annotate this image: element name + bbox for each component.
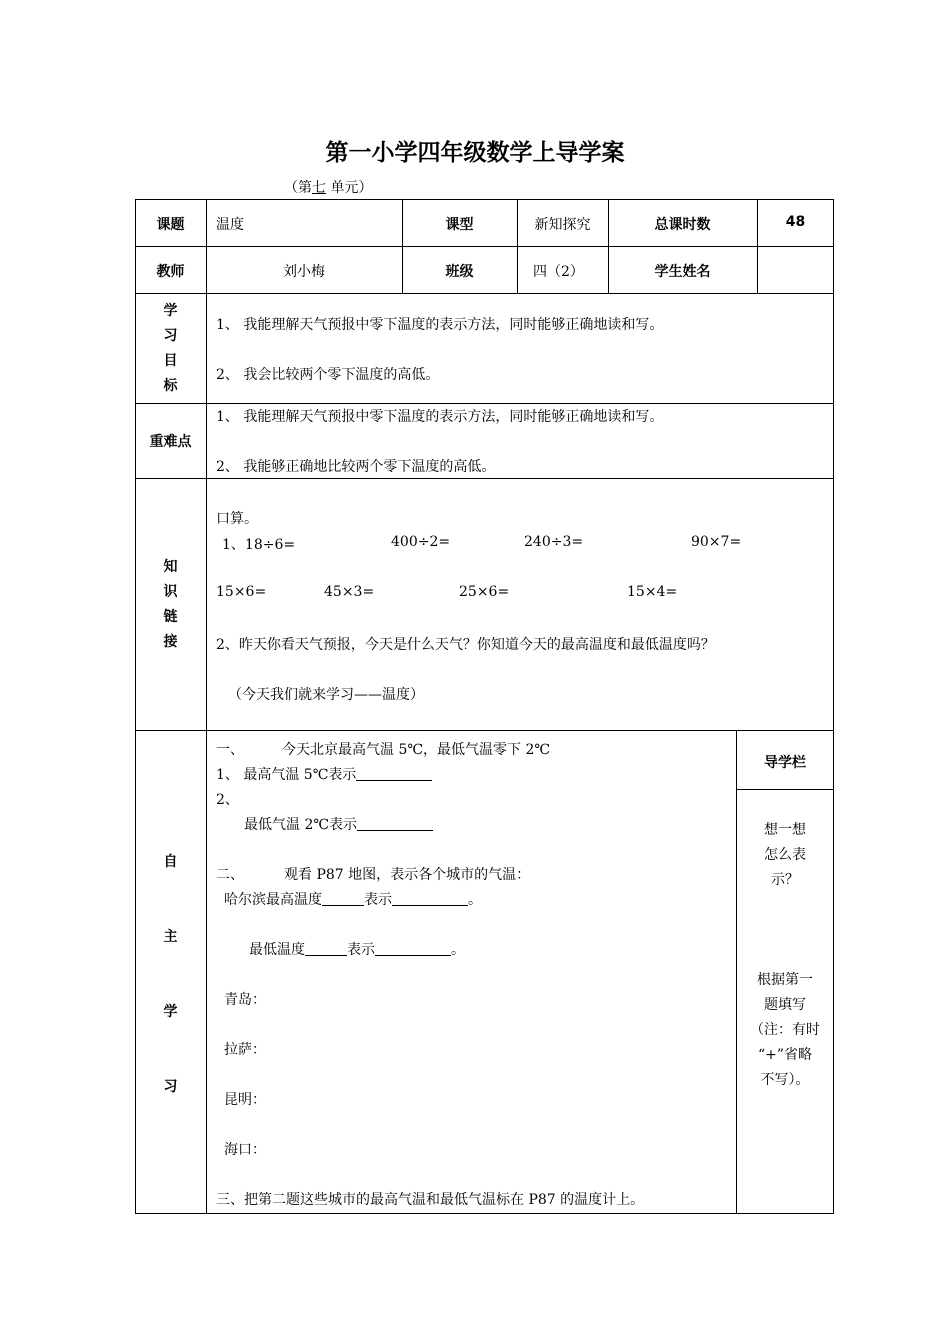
- teacher-value: 刘小梅: [283, 264, 325, 280]
- weather-question: 2、昨天你看天气预报，今天是什么天气？你知道今天的最高温度和最低温度吗？: [216, 637, 715, 653]
- oral-calc-item: 240÷3=: [524, 534, 584, 550]
- knowledge-label-char: 识: [163, 584, 178, 600]
- guide-tip-think: [736, 818, 834, 893]
- class-value: 四（2）: [533, 264, 584, 280]
- answer-blank[interactable]: [305, 941, 347, 956]
- total-lessons-value: 48: [785, 214, 806, 230]
- harbin-high-means: 表示: [364, 892, 392, 908]
- oral-calc-title: 口算。: [216, 511, 258, 527]
- self-study-label: [135, 850, 206, 1100]
- city-lhasa: 拉萨：: [224, 1042, 266, 1058]
- oral-calc-item: 90×7=: [691, 534, 742, 550]
- oral-calc-item: 1、18÷6=: [222, 537, 296, 553]
- oral-calc-item: 15×4=: [627, 584, 678, 600]
- section-one-number: 一、: [216, 742, 244, 758]
- section-two-number: 二、: [216, 867, 244, 883]
- guide-tip-line: 题填写: [764, 997, 806, 1013]
- question-two-number: 2、: [216, 792, 239, 808]
- knowledge-label-char: 接: [163, 634, 178, 650]
- topic-label: 课题: [156, 217, 185, 233]
- oral-calc-item: 15×6=: [216, 584, 267, 600]
- guide-column-header: 导学栏: [764, 755, 806, 771]
- goals-label-char: 目: [163, 353, 178, 369]
- city-haikou: 海口：: [224, 1142, 266, 1158]
- harbin-high-text: 哈尔滨最高温度: [224, 892, 322, 908]
- harbin-high-end: 。: [468, 892, 482, 908]
- question-high-temp-text: 1、 最高气温 5℃表示: [216, 767, 357, 783]
- goals-label-char: 标: [163, 378, 178, 394]
- knowledge-label-char: 知: [163, 559, 178, 575]
- question-low-temp: [244, 814, 433, 834]
- type-value: 新知探究: [534, 217, 591, 233]
- oral-calc-item: 25×6=: [459, 584, 510, 600]
- total-lessons-label: 总课时数: [654, 217, 711, 233]
- guide-tip-line: 想一想: [764, 822, 806, 838]
- answer-blank[interactable]: [375, 941, 451, 956]
- self-study-label-char: 主: [163, 929, 178, 945]
- goals-label: [135, 299, 206, 399]
- answer-blank[interactable]: [392, 891, 468, 906]
- type-label: 课型: [445, 217, 474, 233]
- harbin-high-row: [224, 889, 482, 909]
- guide-tip-fill: [736, 968, 834, 1093]
- guide-tip-line: “+”省略: [757, 1047, 813, 1063]
- unit-number: 七: [312, 180, 326, 196]
- key-points-label: 重难点: [149, 434, 192, 450]
- harbin-low-row: [249, 939, 465, 959]
- guide-tip-line: （注：有时: [750, 1022, 820, 1038]
- self-study-label-char: 学: [163, 1004, 178, 1020]
- unit-prefix: （第: [284, 180, 312, 196]
- unit-label: [284, 177, 372, 197]
- oral-calc-item: 400÷2=: [391, 534, 451, 550]
- goal-item: 2、 我会比较两个零下温度的高低。: [216, 367, 440, 383]
- question-low-temp-text: 最低气温 2℃表示: [244, 817, 358, 833]
- teacher-label: 教师: [156, 264, 185, 280]
- unit-suffix: 单元）: [326, 180, 373, 196]
- answer-blank[interactable]: [357, 816, 433, 831]
- answer-blank[interactable]: [322, 891, 364, 906]
- goals-label-char: 学: [163, 303, 178, 319]
- guide-tip-line: 怎么表: [764, 847, 806, 863]
- goals-label-char: 习: [163, 328, 178, 344]
- city-kunming: 昆明：: [224, 1092, 266, 1108]
- key-point-item: 2、 我能够正确地比较两个零下温度的高低。: [216, 459, 496, 475]
- self-study-label-char: 自: [163, 854, 178, 870]
- knowledge-label: [135, 555, 206, 655]
- harbin-low-means: 表示: [347, 942, 375, 958]
- city-qingdao: 青岛：: [224, 992, 266, 1008]
- guide-tip-line: 不写）。: [760, 1072, 810, 1088]
- self-study-label-char: 习: [163, 1079, 178, 1095]
- section-three-text: 三、把第二题这些城市的最高气温和最低气温标在 P87 的温度计上。: [216, 1192, 645, 1208]
- harbin-low-text: 最低温度: [249, 942, 305, 958]
- class-label: 班级: [445, 264, 474, 280]
- guide-tip-line: 示？: [771, 872, 799, 888]
- knowledge-label-char: 链: [163, 609, 178, 625]
- lesson-intro-note: （今天我们就来学习——温度）: [228, 687, 424, 703]
- student-name-label: 学生姓名: [654, 264, 711, 280]
- page-title: 第一小学四年级数学上导学案: [325, 140, 625, 166]
- answer-blank[interactable]: [356, 766, 432, 781]
- goal-item: 1、 我能理解天气预报中零下温度的表示方法，同时能够正确地读和写。: [216, 317, 664, 333]
- topic-value: 温度: [216, 217, 244, 233]
- section-one-text: 今天北京最高气温 5℃，最低气温零下 2℃: [282, 742, 551, 758]
- oral-calc-item: 45×3=: [324, 584, 375, 600]
- harbin-low-end: 。: [451, 942, 465, 958]
- section-two-text: 观看 P87 地图，表示各个城市的气温：: [284, 867, 531, 883]
- lesson-table: [135, 199, 834, 1214]
- key-point-item: 1、 我能理解天气预报中零下温度的表示方法，同时能够正确地读和写。: [216, 409, 664, 425]
- question-high-temp: [216, 764, 432, 784]
- guide-tip-line: 根据第一: [757, 972, 813, 988]
